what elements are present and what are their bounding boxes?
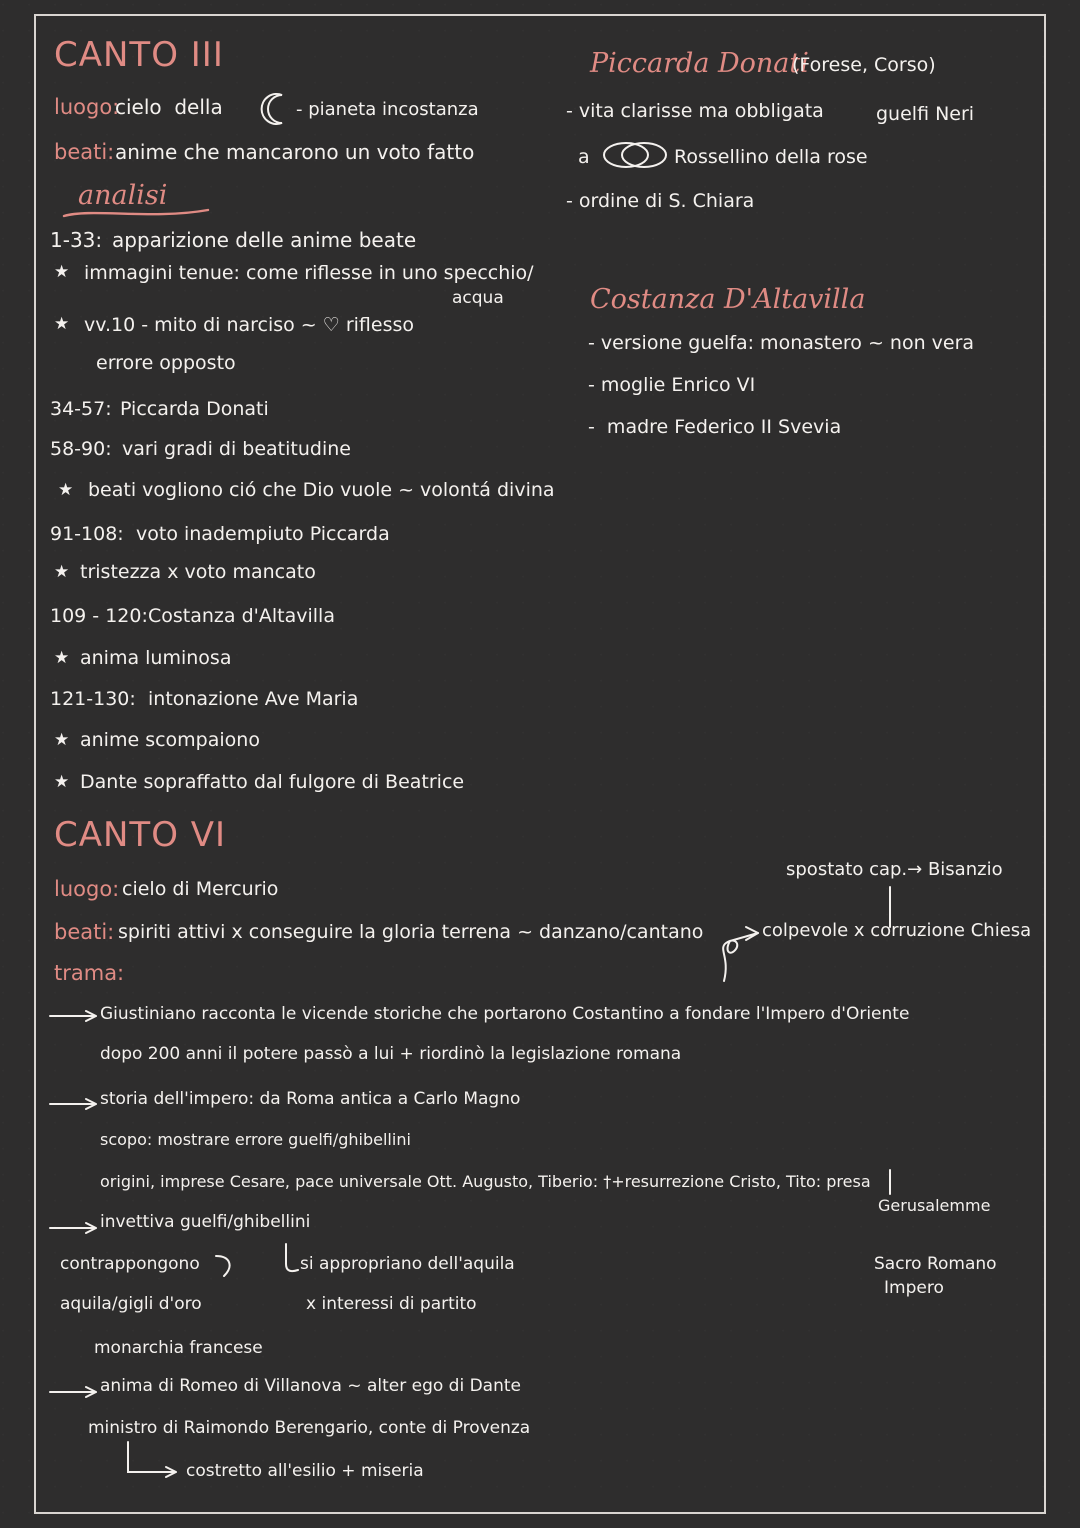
canto6-title: CANTO VI: [54, 815, 227, 855]
canto3-analisi-label: analisi: [78, 180, 168, 211]
bullet-star-icon: ★: [54, 730, 70, 750]
canto3-beati-label: beati:: [54, 140, 115, 164]
analisi-underline: [62, 206, 212, 222]
canto6-item: invettiva guelfi/ghibellini: [100, 1212, 311, 1232]
canto3-line-range: 121-130:: [50, 688, 136, 710]
canto3-beati-value: anime che mancarono un voto fatto: [115, 140, 475, 164]
canto3-line-text: tristezza x voto mancato: [80, 561, 316, 583]
canto6-romeo: anima di Romeo di Villanova ~ alter ego di Dante: [100, 1376, 521, 1396]
canto3-line-cont: errore opposto: [96, 352, 236, 374]
canto3-line-text: anime scompaiono: [80, 729, 260, 751]
piccarda-line-2-prefix: a: [578, 146, 590, 168]
canto6-ministro: ministro di Raimondo Berengario, conte di Provenza: [88, 1418, 531, 1438]
piccarda-title-paren: (Forese, Corso): [792, 54, 936, 76]
bullet-star-icon: ★: [54, 772, 70, 792]
annotation-connector: [700, 885, 1040, 995]
canto3-line-range: 58-90:: [50, 438, 112, 460]
bullet-star-icon: ★: [54, 262, 70, 282]
canto6-beati-value: spiriti attivi x conseguire la gloria terrena ~ danzano/cantano: [118, 921, 704, 943]
costanza-line: - madre Federico II Svevia: [588, 416, 842, 438]
bullet-star-icon: ★: [54, 562, 70, 582]
canto3-title: CANTO III: [54, 35, 224, 75]
canto3-line-text: Costanza d'Altavilla: [148, 605, 335, 627]
piccarda-title: Piccarda Donati: [590, 48, 809, 79]
elbow-arrow-icon: [122, 1440, 186, 1484]
canto6-contrappongono: contrappongono: [60, 1254, 200, 1274]
arrow-icon: [48, 1220, 102, 1236]
piccarda-line-3: - ordine di S. Chiara: [566, 190, 755, 212]
canto3-line-range: 34-57:: [50, 398, 112, 420]
canto6-note-top: spostato cap.→ Bisanzio: [786, 859, 1003, 880]
canto6-monarchia: monarchia francese: [94, 1338, 263, 1358]
canto6-note-bottom: colpevole x corruzione Chiesa: [762, 920, 1032, 941]
costanza-line: - versione guelfa: monastero ~ non vera: [588, 332, 975, 354]
costanza-line: - moglie Enrico VI: [588, 374, 756, 396]
rings-icon: [600, 138, 678, 172]
canto6-aquila-gigli: aquila/gigli d'oro: [60, 1294, 202, 1314]
canto3-luogo-value: cielo della: [115, 95, 223, 119]
canto6-item: scopo: mostrare errore guelfi/ghibellini: [100, 1130, 411, 1149]
arrow-icon: [48, 1384, 102, 1400]
bullet-star-icon: ★: [58, 480, 74, 500]
arrow-icon: [48, 1008, 102, 1024]
canto3-line-text: anima luminosa: [80, 647, 232, 669]
canto3-line-text: Dante sopraffatto dal fulgore di Beatrice: [80, 771, 465, 793]
canto6-sacro-romano: Sacro Romano: [874, 1254, 997, 1274]
canto3-line-text: vari gradi di beatitudine: [122, 438, 351, 460]
canto6-beati-label: beati:: [54, 920, 115, 944]
piccarda-guelfi-neri: guelfi Neri: [876, 103, 975, 125]
appropriano-hook: [278, 1242, 302, 1276]
canto3-line-text: beati vogliono ció che Dio vuole ~ volontá divina: [88, 479, 555, 501]
canto3-line-range: 1-33:: [50, 228, 103, 252]
piccarda-line-2: Rossellino della rose: [674, 146, 868, 168]
canto6-item: origini, imprese Cesare, pace universale Ott. Augusto, Tiberio: †+resurrezione Cristo, Tito: presa: [100, 1172, 871, 1191]
contrappongono-hook: [214, 1250, 244, 1284]
canto6-item: dopo 200 anni il potere passò a lui + riordinò la legislazione romana: [100, 1044, 682, 1064]
moon-icon: [256, 92, 296, 128]
canto6-appropriano: si appropriano dell'aquila: [300, 1254, 515, 1274]
arrow-icon: [48, 1096, 102, 1112]
canto3-line-text: apparizione delle anime beate: [112, 228, 417, 252]
bullet-star-icon: ★: [54, 648, 70, 668]
canto3-luogo-note: - pianeta incostanza: [296, 99, 479, 120]
canto3-line-range: 91-108:: [50, 523, 124, 545]
canto6-luogo-value: cielo di Mercurio: [122, 878, 279, 900]
canto6-impero: Impero: [884, 1278, 944, 1298]
canto3-line-text: Piccarda Donati: [120, 398, 269, 420]
canto6-item: storia dell'impero: da Roma antica a Carlo Magno: [100, 1089, 521, 1109]
gerusalemme-connector: [884, 1168, 898, 1200]
canto6-item: Giustiniano racconta le vicende storiche che portarono Costantino a fondare l'Impero d'Oriente: [100, 1004, 910, 1024]
canto6-interessi: x interessi di partito: [306, 1294, 477, 1314]
canto6-costretto: costretto all'esilio + miseria: [186, 1461, 424, 1481]
piccarda-line-1: - vita clarisse ma obbligata: [566, 100, 824, 122]
bullet-star-icon: ★: [54, 314, 70, 334]
canto3-line-range: 109 - 120:: [50, 605, 148, 627]
canto3-line-text: voto inadempiuto Piccarda: [136, 523, 390, 545]
canto3-line-cont: acqua: [452, 288, 504, 308]
canto6-gerusalemme: Gerusalemme: [878, 1196, 991, 1215]
canto3-line-text: vv.10 - mito di narciso ~ ♡ riflesso: [84, 314, 415, 336]
costanza-title: Costanza D'Altavilla: [590, 284, 866, 315]
canto3-luogo-label: luogo:: [54, 95, 120, 119]
canto6-luogo-label: luogo:: [54, 877, 120, 901]
canto3-line-text: intonazione Ave Maria: [148, 688, 359, 710]
canto3-line-text: immagini tenue: come riflesse in uno specchio/: [84, 262, 534, 284]
canto6-trama-label: trama:: [54, 961, 125, 985]
